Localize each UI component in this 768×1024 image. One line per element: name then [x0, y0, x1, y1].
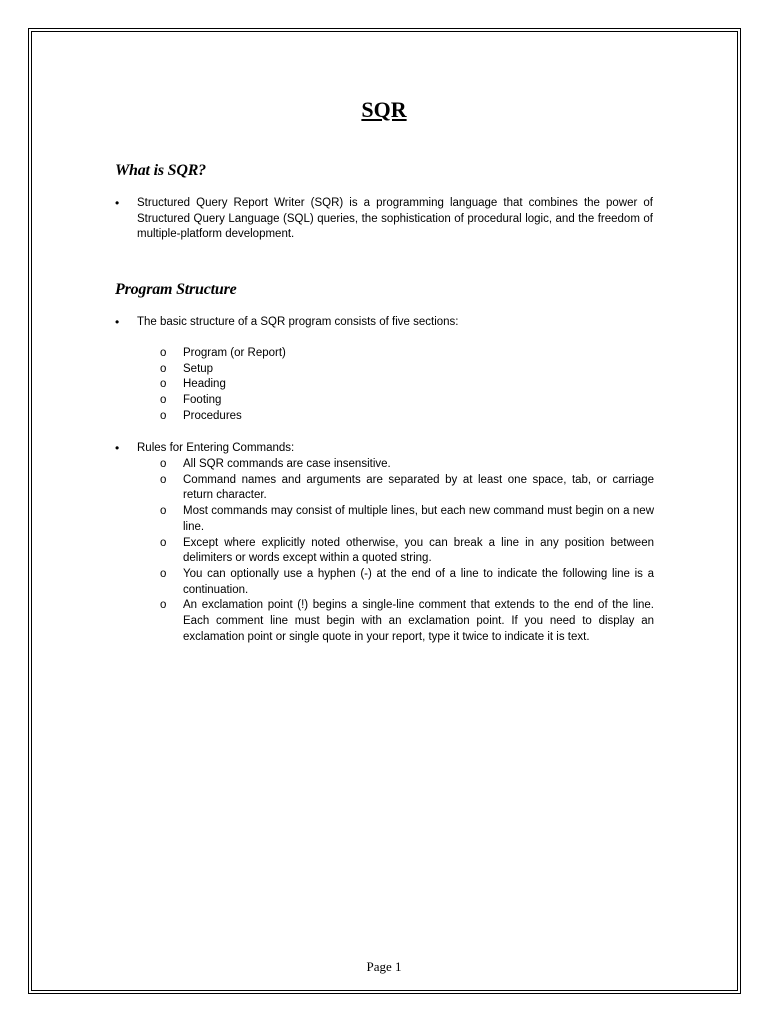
section-heading-program-structure: Program Structure [115, 281, 237, 298]
sub-bullet-marker: o [160, 362, 167, 375]
list-item [160, 409, 654, 425]
list-item-text: Footing [183, 394, 222, 407]
bullet-text-rules: Rules for Entering Commands: [137, 442, 295, 454]
sub-bullet-marker: o [160, 347, 167, 359]
sub-bullet-marker: o [160, 505, 167, 518]
bullet-marker: • [115, 196, 120, 210]
list-item [160, 504, 654, 535]
section-heading-what-is-sqr: What is SQR? [115, 162, 206, 179]
list-item [160, 457, 654, 473]
list-item-text: Most commands may consist of multiple lines, but each new command must begin on a new line. [183, 505, 654, 533]
list-item-text: Program (or Report) [183, 347, 286, 359]
list-item-text: All SQR commands are case insensitive. [183, 458, 391, 470]
list-item [160, 473, 654, 504]
list-item-text: You can optionally use a hyphen (-) at the end of a line to indicate the following line is a continuation. [183, 567, 654, 596]
list-item-text: Except where explicitly noted otherwise, you can break a line in any position between delimiters or words except within a quoted string. [183, 536, 654, 565]
sub-bullet-marker: o [160, 567, 167, 580]
sub-bullet-marker: o [160, 409, 167, 422]
bullet-text-basic-structure: The basic structure of a SQR program consists of five sections: [137, 316, 459, 328]
sections-sublist [160, 346, 654, 425]
sub-bullet-marker: o [160, 536, 167, 549]
list-item-text: Command names and arguments are separated by at least one space, tab, or carriage return character. [183, 473, 654, 502]
list-item-text: Setup [183, 362, 214, 375]
list-item [160, 346, 654, 362]
bullet-marker: • [115, 441, 120, 455]
list-item [160, 377, 654, 393]
rules-sublist [160, 457, 654, 645]
list-item [160, 393, 654, 409]
document-title: SQR [361, 97, 407, 122]
sub-bullet-marker: o [160, 473, 167, 486]
list-item [160, 362, 654, 378]
page-number-footer: Page 1 [366, 959, 402, 974]
list-item-text: Procedures [183, 409, 242, 422]
sub-bullet-marker: o [160, 378, 167, 391]
sub-bullet-marker: o [160, 458, 167, 470]
sub-bullet-marker: o [160, 394, 167, 407]
list-item-text: An exclamation point (!) begins a single-line comment that extends to the end of the line. Each comment line must begin with an exclamation point. If you need to display an exclamation point or single quote in your report, type it twice to indicate it is text. [183, 599, 654, 643]
list-item [160, 536, 654, 567]
list-item [160, 567, 654, 598]
sub-bullet-marker: o [160, 599, 167, 612]
bullet-marker: • [115, 315, 120, 329]
list-item-text: Heading [183, 378, 226, 391]
bullet-text-sqr-definition: Structured Query Report Writer (SQR) is a programming language that combines the power of Structured Query Language (SQL) queries, the sophistication of procedural logic, and the freedom of multiple-platform development. [137, 197, 653, 241]
list-item [160, 598, 654, 645]
